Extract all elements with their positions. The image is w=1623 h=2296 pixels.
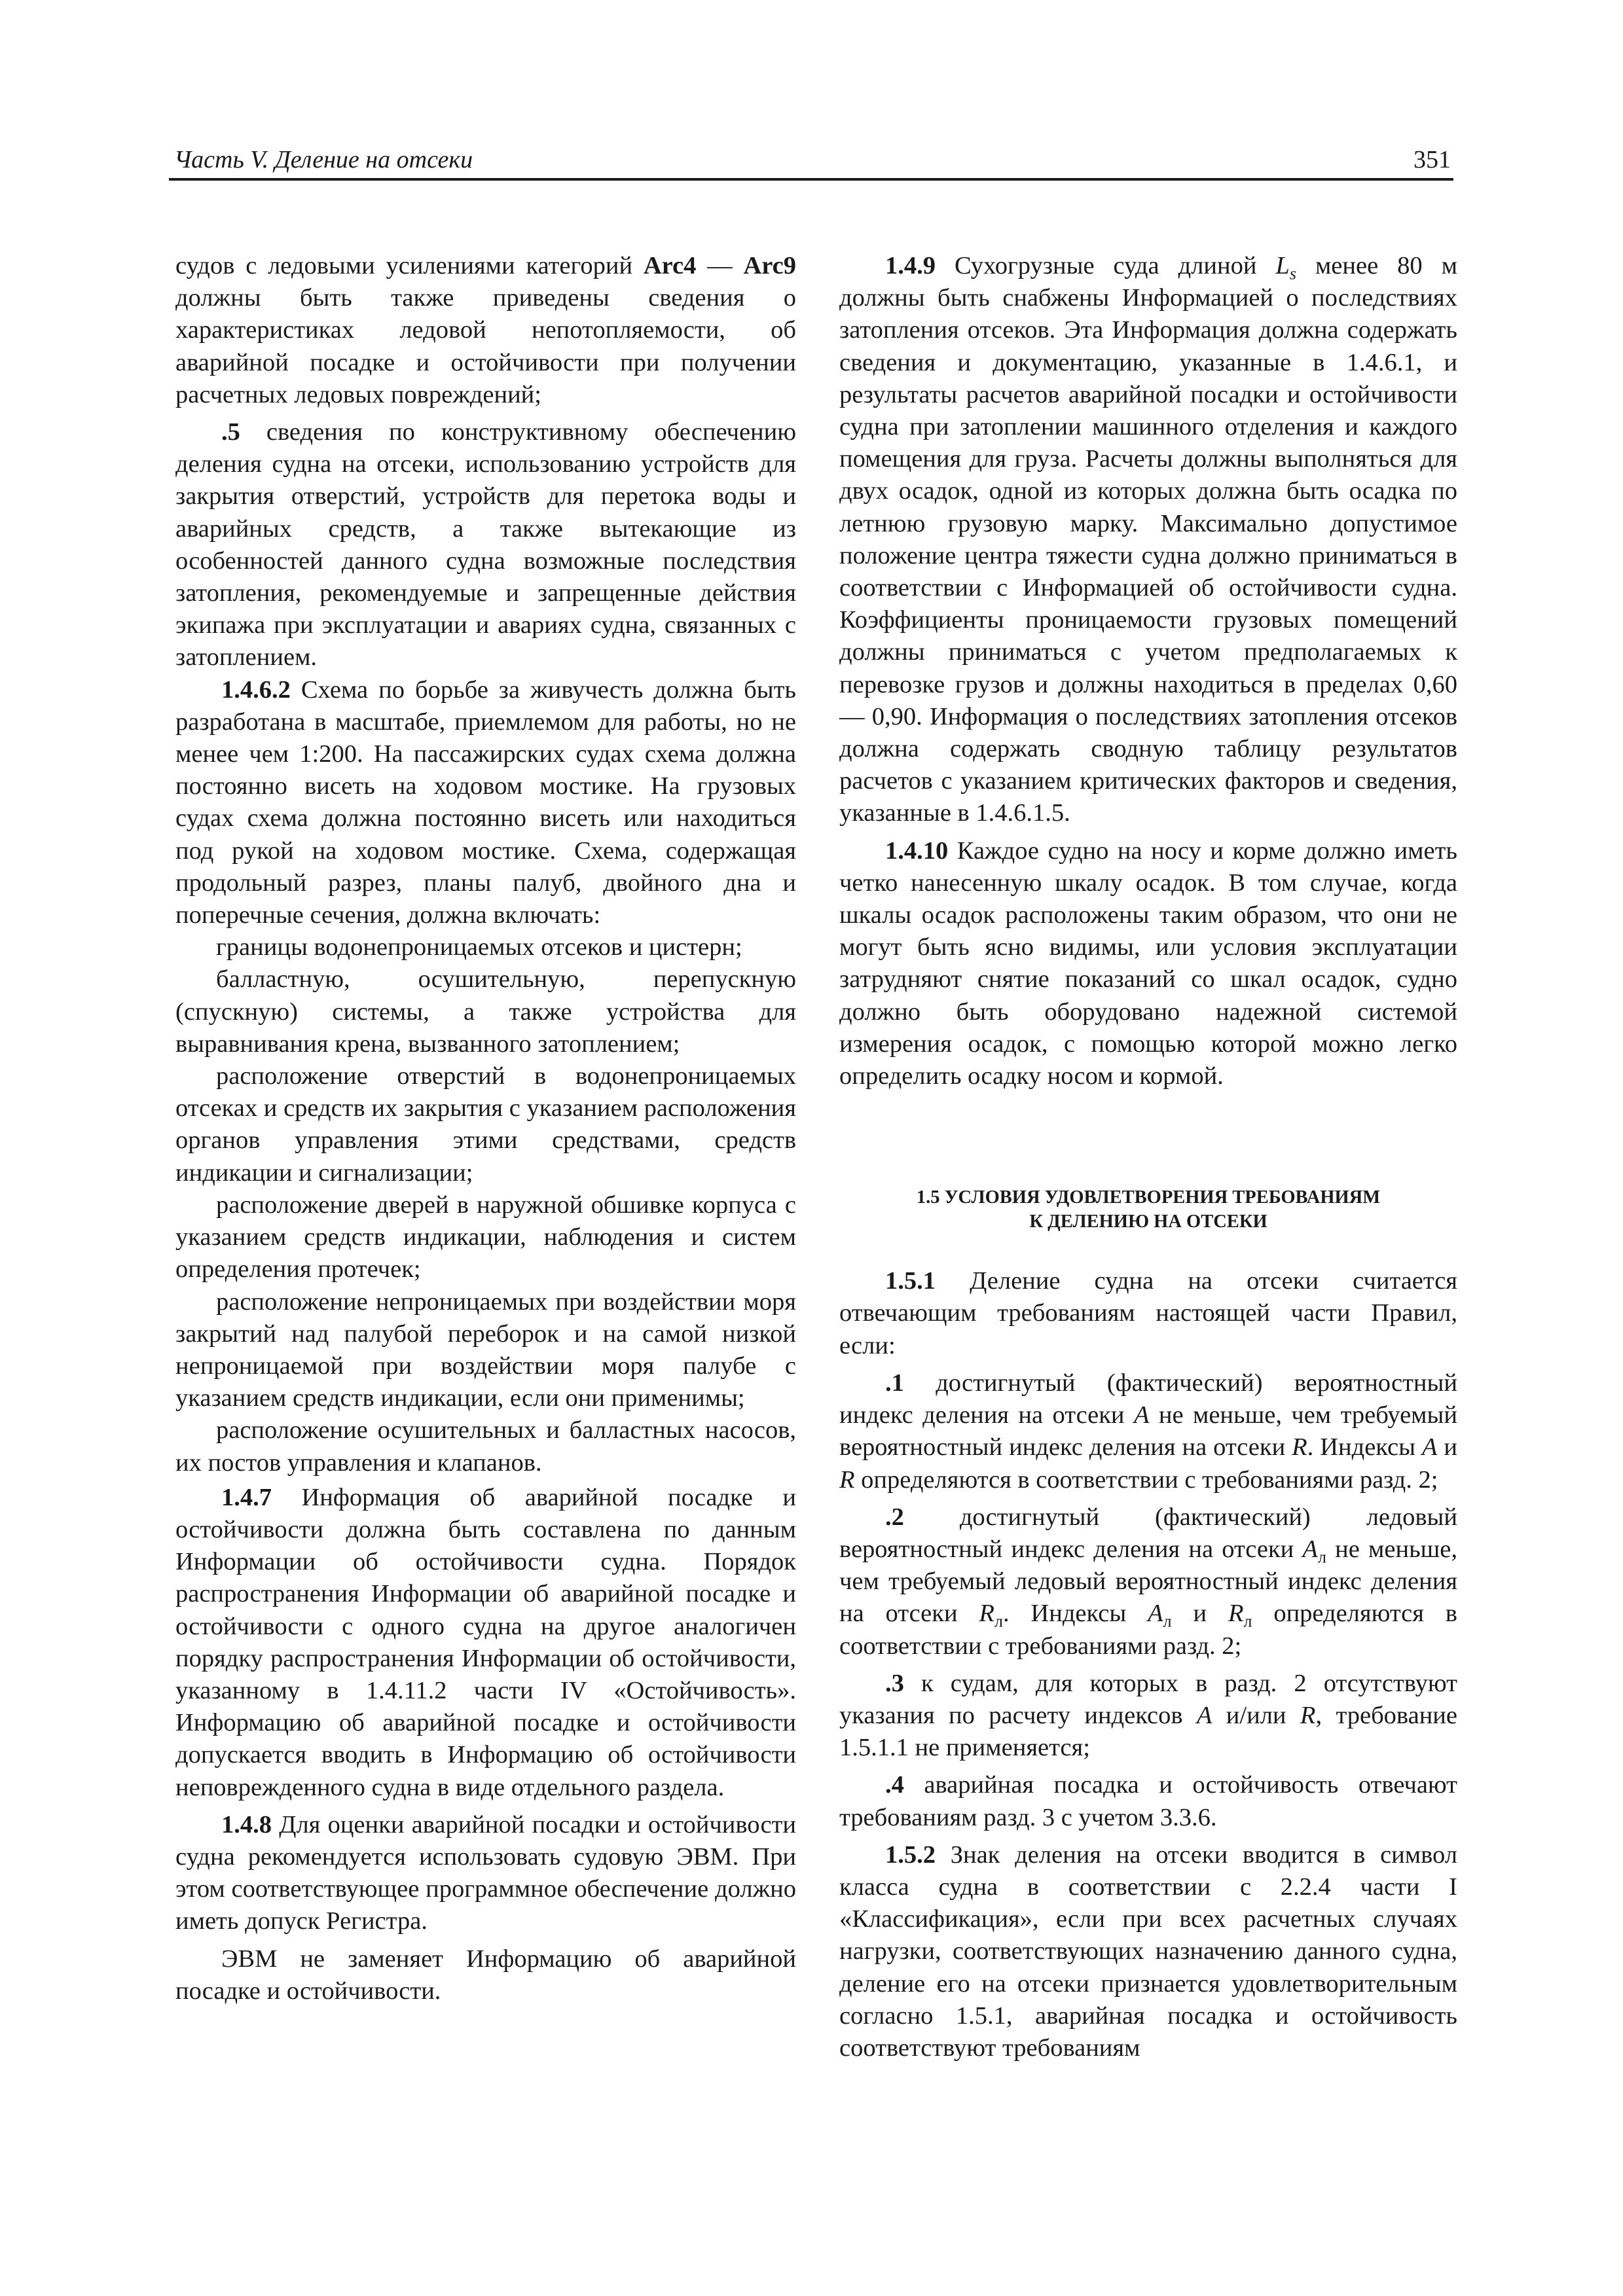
paragraph-1-5-1: 1.5.1 Деление судна на отсеки считается отвечающим требованиям настоящей части Правил, если:	[839, 1267, 1457, 1359]
header-title: Часть V. Деление на отсеки	[174, 146, 473, 173]
list-item: расположение осушительных и балластных насосов, их постов управления и клапанов.	[175, 1416, 796, 1477]
list-item: расположение отверстий в водонепроницаемых отсеках и средств их закрытия с указанием расположения органов управления этими средствами, средств индикации и сигнализации;	[175, 1062, 796, 1187]
paragraph-1-4-7: 1.4.7 Информация об аварийной посадке и остойчивости должна быть составлена по данным Информации об остойчивости судна. Порядок распространения Информации об аварийной посадке и остойчивости с одного судна на другое аналогичен порядку распространения Информации об остойчивости, указанному в 1.4.11.2 части IV «Остойчивость». Информацию об аварийной посадке и остойчивости допускается вводить в Информацию об остойчивости неповрежденного судна в виде отдельного раздела.	[175, 1483, 796, 1801]
page-number: 351	[1413, 146, 1451, 173]
running-header	[169, 143, 1453, 181]
paragraph-item-5: .5 сведения по конструктивному обеспечению деления судна на отсеки, использованию устройств для закрытия отверстий, устройств для перетока воды и аварийных средств, а также вытекающие из особенностей данного судна возможные последствия затопления, рекомендуемые и запрещенные действия экипажа при эксплуатации и авариях судна, связанных с затоплением.	[175, 418, 796, 672]
paragraph-item-4: .4 аварийная посадка и остойчивость отвечают требованиям разд. 3 с учетом 3.3.6.	[839, 1771, 1457, 1831]
paragraph-evm-note: ЭВМ не заменяет Информацию об аварийной посадке и остойчивости.	[175, 1945, 796, 2005]
section-heading-line1: 1.5 УСЛОВИЯ УДОВЛЕТВОРЕНИЯ ТРЕБОВАНИЯМ	[916, 1187, 1381, 1208]
paragraph-ice-damage: судов с ледовыми усилениями категорий Arc4 — Arc9 должны быть также приведены сведения о характеристиках ледовой непотопляемости, об аварийной посадке и остойчивости при получении расчетных ледовых повреждений;	[175, 252, 796, 408]
paragraph-1-4-8: 1.4.8 Для оценки аварийной посадки и остойчивости судна рекомендуется использовать судовую ЭВМ. При этом соответствующее программное обеспечение должно иметь допуск Регистра.	[175, 1810, 796, 1935]
paragraph-1-5-2: 1.5.2 Знак деления на отсеки вводится в символ класса судна в соответствии с 2.2.4 части I «Классификация», если при всех расчетных случаях нагрузки, соответствующих назначению данного судна, деление его на отсеки признается удовлетворительным согласно 1.5.1, аварийная посадка и остойчивость соответствуют требованиям	[839, 1840, 1457, 2062]
right-column	[839, 250, 1457, 2064]
paragraph-item-3: .3 к судам, для которых в разд. 2 отсутствуют указания по расчету индексов A и/или R, требование 1.5.1.1 не применяется;	[839, 1669, 1457, 1762]
list-item: расположение непроницаемых при воздействии моря закрытий над палубой переборок и на самой низкой непроницаемой при воздействии моря палубе с указанием средств индикации, если они применимы;	[175, 1287, 796, 1412]
paragraph-1-4-6-2: 1.4.6.2 Схема по борьбе за живучесть должна быть разработана в масштабе, приемлемом для работы, но не менее чем 1:200. На пассажирских судах схема должна постоянно висеть на ходовом мостике. На грузовых судах схема должна постоянно висеть или находиться под рукой на ходовом мостике. Схема, содержащая продольный разрез, планы палуб, двойного дна и поперечные сечения, должна включать:	[175, 675, 796, 929]
paragraph-item-1: .1 достигнутый (фактический) вероятностный индекс деления на отсеки A не меньше, чем требуемый вероятностный индекс деления на отсеки R. Индексы A и R определяются в соответствии с требованиями разд. 2;	[839, 1369, 1457, 1494]
paragraph-item-2: .2 достигнутый (фактический) ледовый вероятностный индекс деления на отсеки $A_л$ не меньше, чем требуемый ледовый вероятностный индекс деления на отсеки $R_л$. Индексы $A_л$ и $R_л$ определяются в соответствии с требованиями разд. 2;	[839, 1503, 1457, 1660]
section-heading	[839, 1185, 1457, 1234]
list-item: балластную, осушительную, перепускную (спускную) системы, а также устройства для выравнивания крена, вызванного затоплением;	[175, 965, 796, 1058]
left-column	[175, 250, 796, 2007]
paragraph-1-4-10: 1.4.10 Каждое судно на носу и корме должно иметь четко нанесенную шкалу осадок. В том случае, когда шкалы осадок расположены таким образом, что они не могут быть ясно видимы, или условия эксплуатации затрудняют снятие показаний со шкал осадок, судно должно быть оборудовано надежной системой измерения осадок, с помощью которой можно легко определить осадку носом и кормой.	[839, 836, 1457, 1090]
list-item: расположение дверей в наружной обшивке корпуса с указанием средств индикации, наблюдения и систем определения протечек;	[175, 1191, 796, 1283]
list-item: границы водонепроницаемых отсеков и цистерн;	[216, 933, 742, 961]
paragraph-1-4-9: 1.4.9 Сухогрузные суда длиной $L_s$ менее 80 м должны быть снабжены Информацией о последствиях затопления отсеков. Эта Информация должна содержать сведения и документацию, указанные в 1.4.6.1, и результаты расчетов аварийной посадки и остойчивости судна при затоплении машинного отделения и каждого помещения для груза. Расчеты должны выполняться для двух осадок, одной из которых должна быть осадка по летнюю грузовую марку. Максимально допустимое положение центра тяжести судна должно приниматься в соответствии с Информацией об остойчивости судна. Коэффициенты проницаемости грузовых помещений должны приниматься с учетом предполагаемых к перевозке грузов и должны находиться в пределах 0,60 — 0,90. Информация о последствиях затопления отсеков должна содержать сводную таблицу результатов расчетов с указанием критических факторов и сведения, указанные в 1.4.6.1.5.	[839, 252, 1457, 827]
section-heading-line2: К ДЕЛЕНИЮ НА ОТСЕКИ	[1029, 1211, 1267, 1232]
